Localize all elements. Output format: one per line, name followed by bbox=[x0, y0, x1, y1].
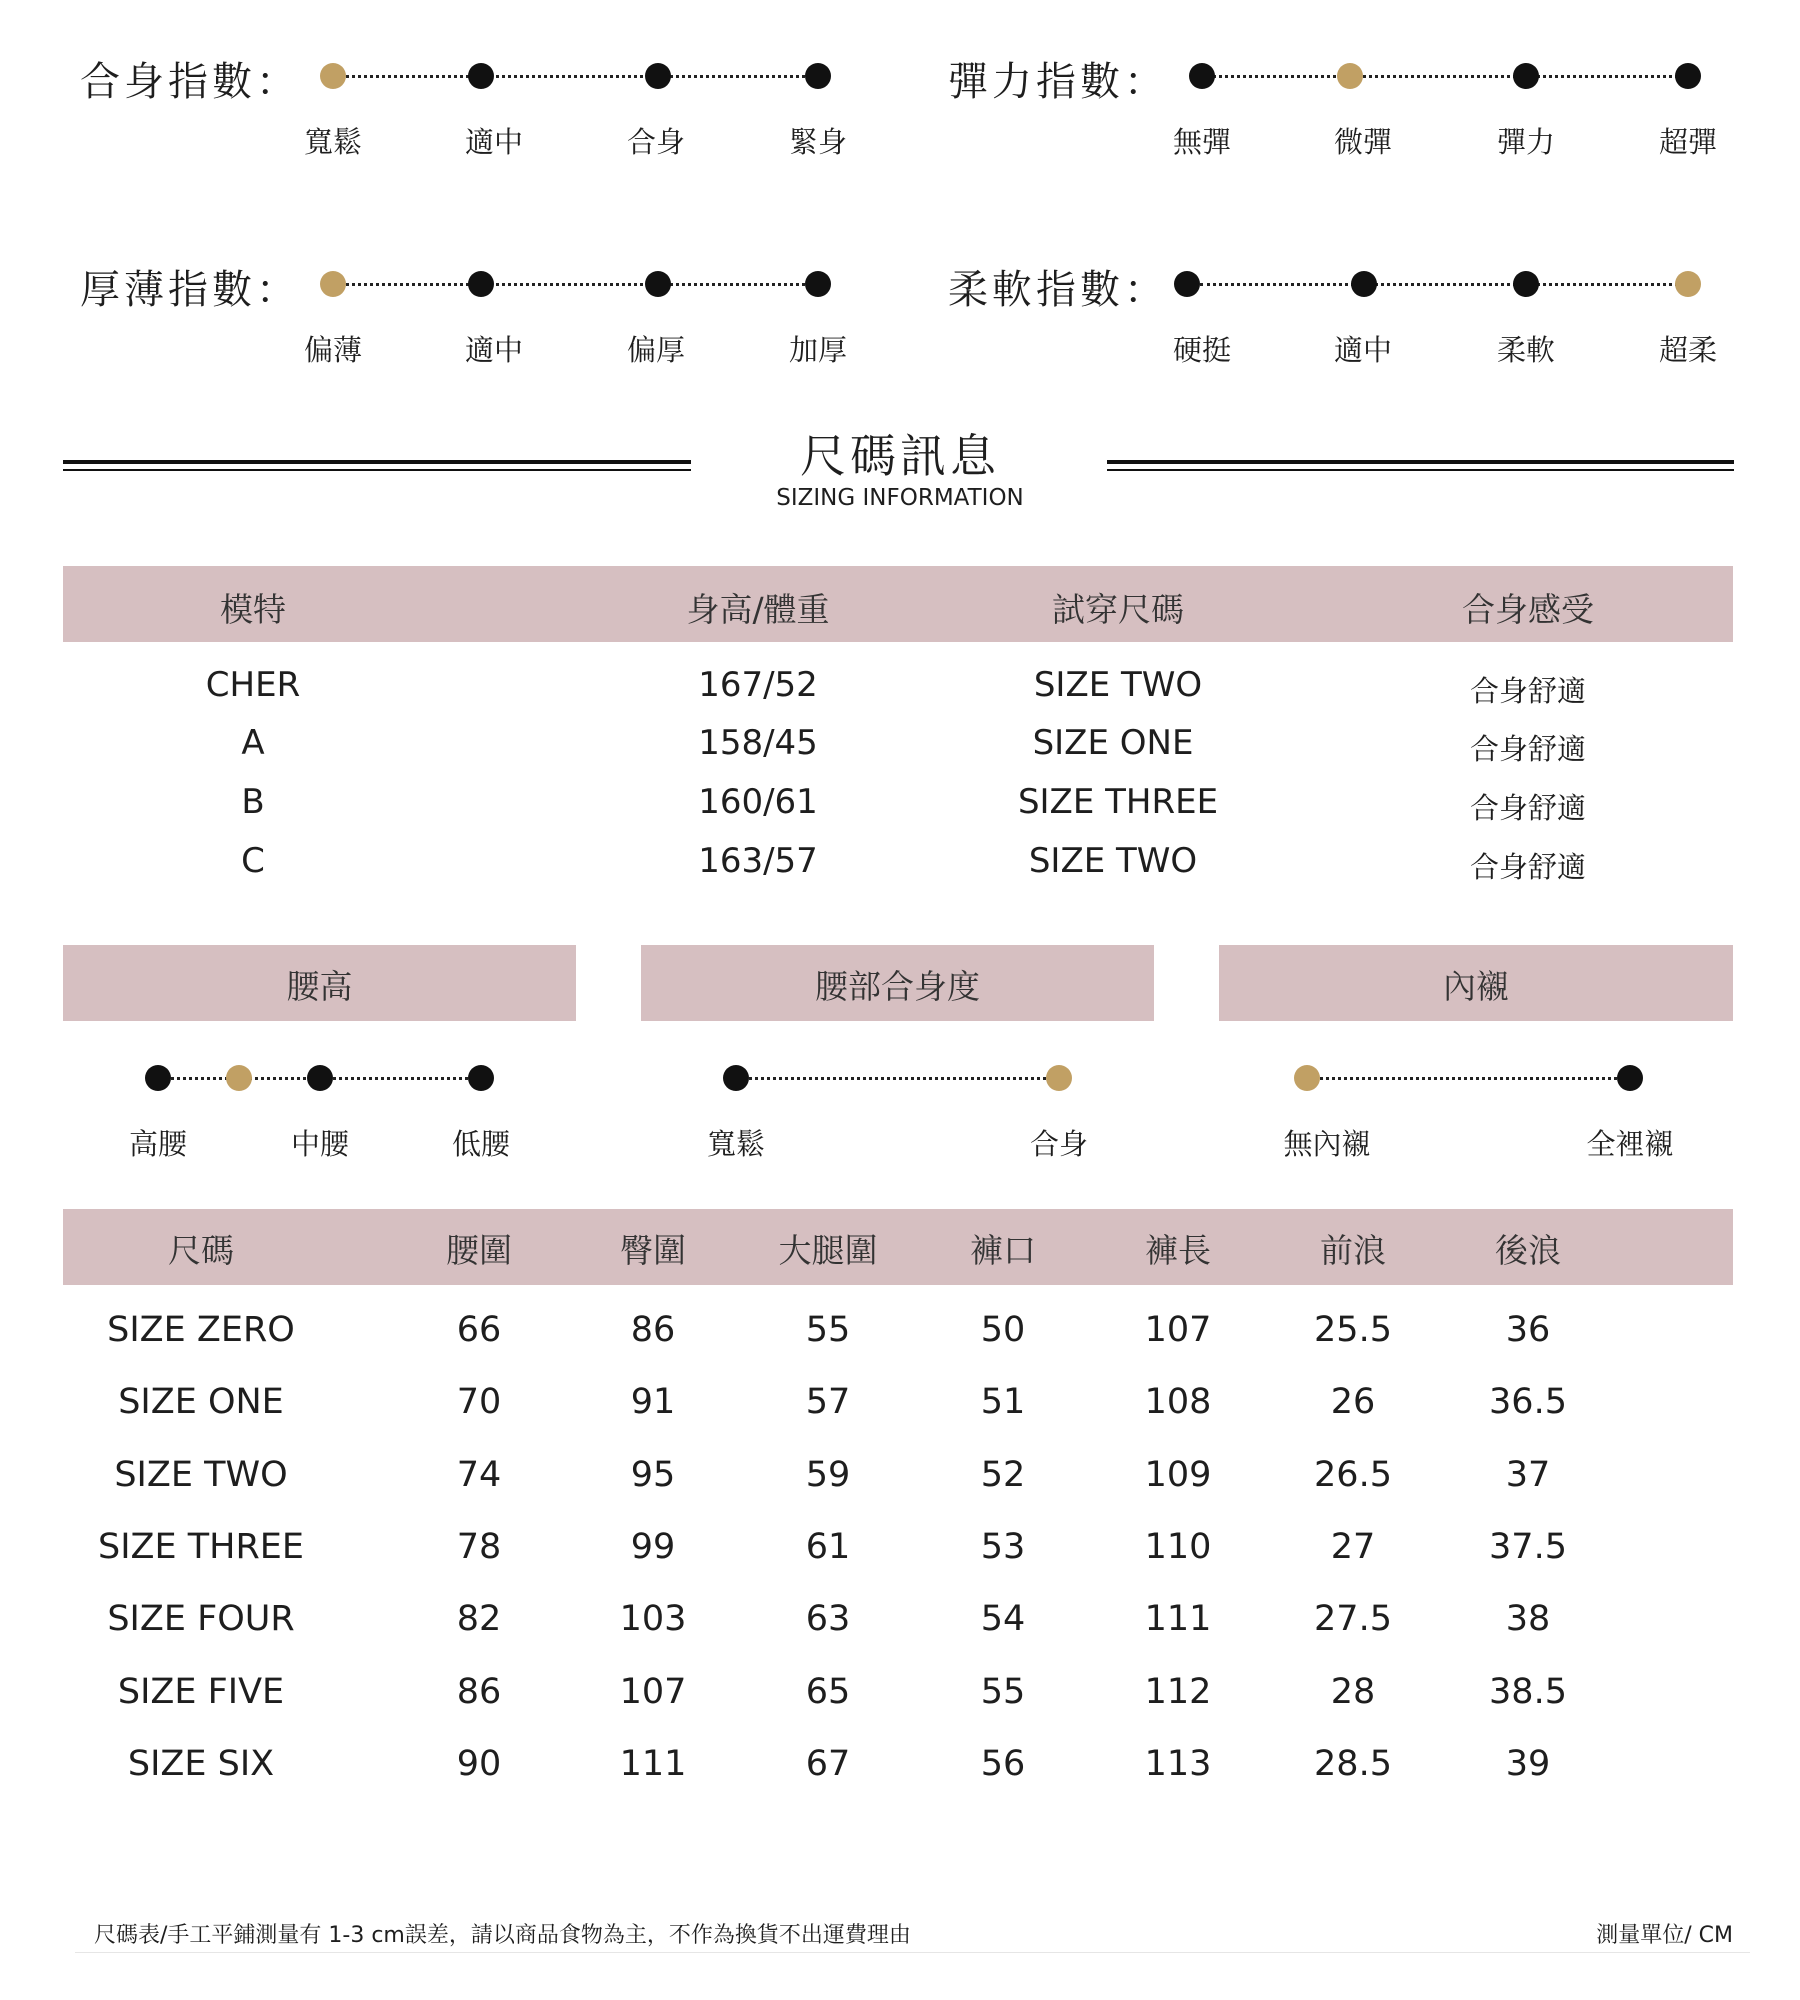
thickness-scale-dot-3 bbox=[645, 271, 671, 297]
hem-value: 53 bbox=[980, 1526, 1026, 1567]
elasticity-scale-dot-4 bbox=[1675, 63, 1701, 89]
lining-label: 無內襯 bbox=[1283, 1127, 1371, 1161]
table-row bbox=[63, 1455, 1733, 1515]
thigh-value: 59 bbox=[805, 1454, 851, 1495]
fit-scale-label: 合身 bbox=[626, 125, 685, 159]
hem-value: 51 bbox=[980, 1382, 1026, 1423]
thickness-scale-title: 厚薄指數： bbox=[80, 267, 300, 313]
hem-value: 54 bbox=[980, 1599, 1026, 1640]
table-row bbox=[63, 1599, 1733, 1659]
thickness-scale-label: 偏薄 bbox=[303, 333, 362, 367]
softness-scale-dot-1 bbox=[1174, 271, 1200, 297]
waist-height-dot-1 bbox=[145, 1065, 171, 1091]
table-row bbox=[63, 782, 1733, 838]
thickness-scale-track bbox=[333, 283, 818, 286]
table-row bbox=[63, 1744, 1733, 1804]
thigh-value: 61 bbox=[805, 1526, 851, 1567]
elasticity-scale-label: 微彈 bbox=[1333, 125, 1392, 159]
lining-header bbox=[1219, 945, 1733, 1021]
waist-height-dot-end bbox=[468, 1065, 494, 1091]
hip-value: 107 bbox=[619, 1671, 687, 1712]
elasticity-scale-title: 彈力指數： bbox=[948, 59, 1168, 105]
hip-value: 111 bbox=[619, 1743, 687, 1784]
fit-scale-dot-1 bbox=[320, 63, 346, 89]
softness-scale-label: 硬挺 bbox=[1172, 333, 1231, 367]
elasticity-scale-dot-1 bbox=[1189, 63, 1215, 89]
fit-scale-dot-2 bbox=[468, 63, 494, 89]
length-value: 110 bbox=[1144, 1526, 1212, 1567]
back-rise-value: 37 bbox=[1505, 1454, 1551, 1495]
waist-value: 66 bbox=[456, 1310, 502, 1350]
table-row bbox=[63, 665, 1733, 721]
elasticity-scale-label: 彈力 bbox=[1496, 125, 1555, 159]
size-name: SIZE FIVE bbox=[117, 1671, 285, 1712]
back-rise-value: 38.5 bbox=[1489, 1671, 1567, 1712]
back-rise-value: 38 bbox=[1505, 1599, 1551, 1640]
fit-scale-dot-3 bbox=[645, 63, 671, 89]
waist-height-label: 中腰 bbox=[290, 1127, 349, 1161]
model-name: C bbox=[241, 841, 265, 881]
model-size: SIZE TWO bbox=[1028, 841, 1198, 881]
size-name: SIZE FOUR bbox=[107, 1599, 295, 1640]
model-name: A bbox=[241, 723, 265, 763]
hem-value: 52 bbox=[980, 1454, 1026, 1495]
size-name: SIZE SIX bbox=[127, 1743, 275, 1784]
front-rise-value: 25.5 bbox=[1314, 1310, 1392, 1350]
waist-value: 86 bbox=[456, 1671, 502, 1712]
hem-value: 56 bbox=[980, 1743, 1026, 1784]
softness-scale-dot-2 bbox=[1351, 271, 1377, 297]
thigh-value: 67 bbox=[805, 1743, 851, 1784]
waist-height-dot-3 bbox=[307, 1065, 333, 1091]
length-value: 113 bbox=[1144, 1743, 1212, 1784]
hip-value: 103 bbox=[619, 1599, 687, 1640]
waist-fit-label: 寬鬆 bbox=[706, 1127, 765, 1161]
hip-value: 95 bbox=[630, 1454, 676, 1495]
thickness-scale-dot-2 bbox=[468, 271, 494, 297]
elasticity-scale-label: 超彈 bbox=[1658, 125, 1717, 159]
table-row bbox=[63, 1310, 1733, 1370]
model-size: SIZE THREE bbox=[1017, 782, 1219, 822]
table-row bbox=[63, 1672, 1733, 1732]
footer-divider bbox=[75, 1952, 1750, 1953]
front-rise-value: 27.5 bbox=[1314, 1599, 1392, 1640]
waist-value: 74 bbox=[456, 1454, 502, 1495]
waist-height-label: 高腰 bbox=[128, 1127, 187, 1161]
size-header-thigh: 大腿圍 bbox=[778, 1231, 878, 1270]
model-name: CHER bbox=[205, 665, 301, 705]
model-name: B bbox=[241, 782, 265, 822]
lining-dot-2 bbox=[1617, 1065, 1643, 1091]
table-row bbox=[63, 1382, 1733, 1442]
models-header-size: 試穿尺碼 bbox=[1052, 590, 1184, 629]
model-feel: 合身舒適 bbox=[1469, 732, 1586, 766]
elasticity-scale-label: 無彈 bbox=[1172, 125, 1231, 159]
thickness-scale-label: 適中 bbox=[464, 333, 523, 367]
thickness-scale-dot-1 bbox=[320, 271, 346, 297]
back-rise-value: 39 bbox=[1505, 1743, 1551, 1784]
length-value: 112 bbox=[1144, 1671, 1212, 1712]
header-rule-right bbox=[1107, 460, 1734, 471]
waist-fit-dot-2 bbox=[1046, 1065, 1072, 1091]
model-height-weight: 160/61 bbox=[698, 782, 818, 822]
model-feel: 合身舒適 bbox=[1469, 850, 1586, 884]
size-name: SIZE ZERO bbox=[107, 1310, 295, 1350]
table-row bbox=[63, 723, 1733, 779]
fit-scale-dot-4 bbox=[805, 63, 831, 89]
lining-track bbox=[1307, 1077, 1630, 1080]
fit-scale-title: 合身指數： bbox=[80, 59, 300, 105]
model-feel: 合身舒適 bbox=[1469, 791, 1586, 825]
softness-scale-track bbox=[1200, 283, 1685, 286]
thigh-value: 55 bbox=[805, 1310, 851, 1350]
length-value: 109 bbox=[1144, 1454, 1212, 1495]
thigh-value: 65 bbox=[805, 1671, 851, 1712]
hip-value: 91 bbox=[630, 1382, 676, 1423]
model-height-weight: 158/45 bbox=[698, 723, 818, 763]
fit-scale-label: 適中 bbox=[464, 125, 523, 159]
waist-height-dot-2 bbox=[226, 1065, 252, 1091]
thigh-value: 63 bbox=[805, 1599, 851, 1640]
size-header-hem: 褲口 bbox=[970, 1231, 1036, 1270]
softness-scale-label: 超柔 bbox=[1658, 333, 1717, 367]
back-rise-value: 36 bbox=[1505, 1310, 1551, 1350]
hip-value: 86 bbox=[630, 1310, 676, 1350]
waist-value: 78 bbox=[456, 1526, 502, 1567]
waist-height-label: 低腰 bbox=[451, 1127, 510, 1161]
models-header-feel: 合身感受 bbox=[1462, 590, 1594, 629]
front-rise-value: 26 bbox=[1330, 1382, 1376, 1423]
elasticity-scale-dot-2 bbox=[1337, 63, 1363, 89]
fit-scale-track bbox=[333, 75, 818, 78]
models-header-height-weight: 身高/體重 bbox=[686, 590, 830, 629]
waist-fit-header bbox=[641, 945, 1154, 1021]
front-rise-value: 28 bbox=[1330, 1671, 1376, 1712]
sizing-title: 尺碼訊息 bbox=[800, 429, 1000, 483]
length-value: 108 bbox=[1144, 1382, 1212, 1423]
size-header-waist: 腰圍 bbox=[446, 1231, 512, 1270]
elasticity-scale-track bbox=[1200, 75, 1685, 78]
size-header-length: 褲長 bbox=[1145, 1231, 1211, 1270]
fit-scale-label: 緊身 bbox=[788, 125, 847, 159]
size-name: SIZE TWO bbox=[114, 1454, 288, 1495]
hem-value: 55 bbox=[980, 1671, 1026, 1712]
size-name: SIZE THREE bbox=[97, 1526, 304, 1567]
softness-scale-label: 柔軟 bbox=[1496, 333, 1555, 367]
waist-value: 90 bbox=[456, 1743, 502, 1784]
lining-dot-1 bbox=[1294, 1065, 1320, 1091]
waist-value: 70 bbox=[456, 1382, 502, 1423]
waist-height-header bbox=[63, 945, 576, 1021]
waist-fit-track bbox=[736, 1077, 1059, 1080]
model-size: SIZE TWO bbox=[1033, 665, 1203, 705]
model-height-weight: 163/57 bbox=[698, 841, 818, 881]
length-value: 107 bbox=[1144, 1310, 1212, 1350]
header-rule-left bbox=[63, 460, 691, 471]
softness-scale-label: 適中 bbox=[1333, 333, 1392, 367]
softness-scale-dot-4 bbox=[1675, 271, 1701, 297]
thickness-scale-label: 加厚 bbox=[788, 333, 847, 367]
footer-unit: 測量單位/ CM bbox=[1596, 1923, 1733, 1948]
footer-note: 尺碼表/手工平鋪測量有 1-3 cm誤差，請以商品食物為主，不作為換貨不出運費理由 bbox=[94, 1923, 911, 1948]
back-rise-value: 37.5 bbox=[1489, 1526, 1567, 1567]
size-header-back-rise: 後浪 bbox=[1495, 1231, 1561, 1270]
table-row bbox=[63, 1527, 1733, 1587]
front-rise-value: 28.5 bbox=[1314, 1743, 1392, 1784]
softness-scale-title: 柔軟指數： bbox=[948, 267, 1168, 313]
size-chart-header bbox=[63, 1209, 1733, 1285]
hem-value: 50 bbox=[980, 1310, 1026, 1350]
front-rise-value: 26.5 bbox=[1314, 1454, 1392, 1495]
back-rise-value: 36.5 bbox=[1489, 1382, 1567, 1423]
waist-fit-label: 合身 bbox=[1029, 1127, 1088, 1161]
table-row bbox=[63, 841, 1733, 897]
length-value: 111 bbox=[1144, 1599, 1212, 1640]
waist-fit-title: 腰部合身度 bbox=[815, 967, 980, 1006]
hip-value: 99 bbox=[630, 1526, 676, 1567]
models-table-header bbox=[63, 566, 1733, 642]
size-header-size: 尺碼 bbox=[168, 1231, 234, 1270]
lining-title: 內襯 bbox=[1443, 967, 1509, 1006]
front-rise-value: 27 bbox=[1330, 1526, 1376, 1567]
model-size: SIZE ONE bbox=[1032, 723, 1194, 763]
size-name: SIZE ONE bbox=[118, 1382, 284, 1423]
waist-height-title: 腰高 bbox=[286, 967, 353, 1006]
sizing-subtitle: SIZING INFORMATION bbox=[776, 485, 1024, 511]
lining-label: 全裡襯 bbox=[1586, 1127, 1674, 1161]
thickness-scale-label: 偏厚 bbox=[626, 333, 685, 367]
thickness-scale-dot-4 bbox=[805, 271, 831, 297]
softness-scale-dot-3 bbox=[1513, 271, 1539, 297]
model-feel: 合身舒適 bbox=[1469, 674, 1586, 708]
model-height-weight: 167/52 bbox=[698, 665, 818, 705]
thigh-value: 57 bbox=[805, 1382, 851, 1423]
fit-scale-label: 寬鬆 bbox=[303, 125, 362, 159]
models-header-model: 模特 bbox=[220, 590, 286, 629]
waist-fit-dot-1 bbox=[723, 1065, 749, 1091]
elasticity-scale-dot-3 bbox=[1513, 63, 1539, 89]
size-header-hip: 臀圍 bbox=[620, 1231, 686, 1270]
waist-value: 82 bbox=[456, 1599, 502, 1640]
size-header-front-rise: 前浪 bbox=[1320, 1231, 1386, 1270]
